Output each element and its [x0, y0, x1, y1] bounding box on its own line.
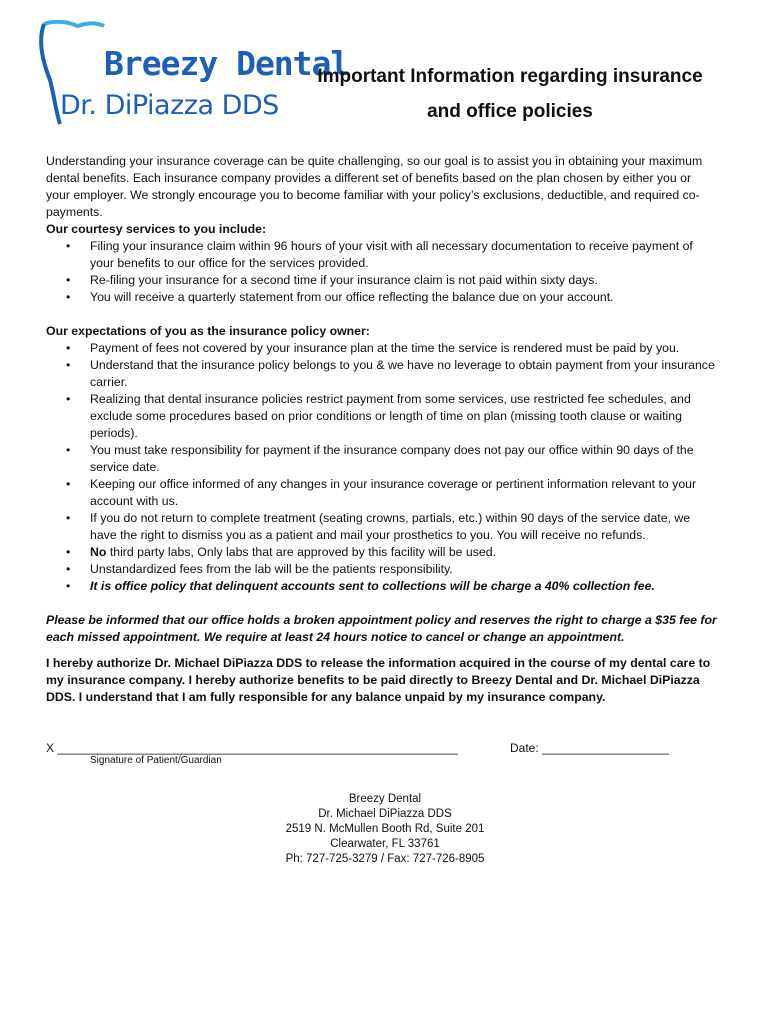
- office-address: [0, 792, 770, 867]
- list-item: • Re-filing your insurance for a second time if your insurance claim is not paid within sixty days.: [66, 273, 598, 287]
- address-doctor: Dr. Michael DiPiazza DDS: [318, 808, 452, 820]
- signature-line[interactable]: X ____________________________________________________________: [46, 741, 458, 755]
- logo-doctor: Dr. DiPiazza DDS: [60, 90, 279, 121]
- address-street: 2519 N. McMullen Booth Rd, Suite 201: [285, 823, 485, 835]
- list-item: • If you do not return to complete treatment (seating crowns, partials, etc.) within 90 days of the service date, we have the right to dismiss you as a patient and mail your prosthetics to you. You will receive no refunds.: [66, 511, 691, 542]
- list-item: • Keeping our office informed of any changes in your insurance coverage or pertinent information relevant to your account with us.: [66, 477, 697, 508]
- broken-appointment-policy: Please be informed that our office holds a broken appointment policy and reserves the right to charge a $35 fee for each missed appointment. We require at least 24 hours notice to cancel or change an appointment.: [46, 613, 717, 644]
- list-item: • It is office policy that delinquent accounts sent to collections will be charge a 40% collection fee.: [66, 579, 655, 593]
- list-item: • Understand that the insurance policy belongs to you & we have no leverage to obtain payment from your insurance carrier.: [66, 358, 715, 389]
- authorization-statement: I hereby authorize Dr. Michael DiPiazza DDS to release the information acquired in the course of my dental care to my insurance company. I hereby authorize benefits to be paid directly to Breezy Dental and Dr. Michael DiPiazza DDS. I understand that I am fully responsible for any balance unpaid by my insurance company.: [46, 656, 711, 704]
- policy-content: [46, 153, 718, 706]
- date-field[interactable]: Date: ___________________: [510, 741, 669, 755]
- list-item: • You will receive a quarterly statement from our office reflecting the balance due on your account.: [66, 290, 614, 304]
- courtesy-list: [46, 238, 718, 306]
- page-title-line2: and office policies: [427, 101, 593, 122]
- logo: [38, 20, 350, 130]
- address-city: Clearwater, FL 33761: [330, 838, 440, 850]
- list-item: • Filing your insurance claim within 96 hours of your visit with all necessary documentation to receive payment of your benefits to our office for the services provided.: [66, 239, 693, 270]
- list-item: • You must take responsibility for payment if the insurance company does not pay our office within 90 days of the service date.: [66, 443, 694, 474]
- page-title-line1: Important Information regarding insurance: [317, 66, 703, 87]
- intro-paragraph: Understanding your insurance coverage can be quite challenging, so our goal is to assist you in obtaining your maximum dental benefits. Each insurance company provides a different set of benefits based on the plan chosen by either you or your employer. We strongly encourage you to become familiar with your policy’s exclusions, deductible, and required co-payments.: [46, 154, 703, 219]
- expectations-list: [46, 340, 718, 595]
- address-name: Breezy Dental: [348, 793, 422, 805]
- list-item: • No third party labs, Only labs that are approved by this facility will be used.: [66, 545, 496, 559]
- signature-label: Signature of Patient/Guardian: [90, 755, 222, 766]
- address-phone-fax: Ph: 727-725-3279 / Fax: 727-726-8905: [285, 853, 485, 865]
- logo-brand: Breezy Dental: [104, 44, 350, 83]
- expectations-heading: Our expectations of you as the insurance policy owner:: [46, 324, 370, 338]
- courtesy-heading: Our courtesy services to you include:: [46, 222, 267, 236]
- list-item: • Realizing that dental insurance policies restrict payment from some services, use restricted fee schedules, and exclude some procedures based on prior conditions or length of time on plan (missing tooth clause or waiting periods).: [66, 392, 691, 440]
- list-item: • Payment of fees not covered by your insurance plan at the time the service is rendered must be paid by you.: [66, 341, 680, 355]
- list-item: • Unstandardized fees from the lab will be the patients responsibility.: [66, 562, 453, 576]
